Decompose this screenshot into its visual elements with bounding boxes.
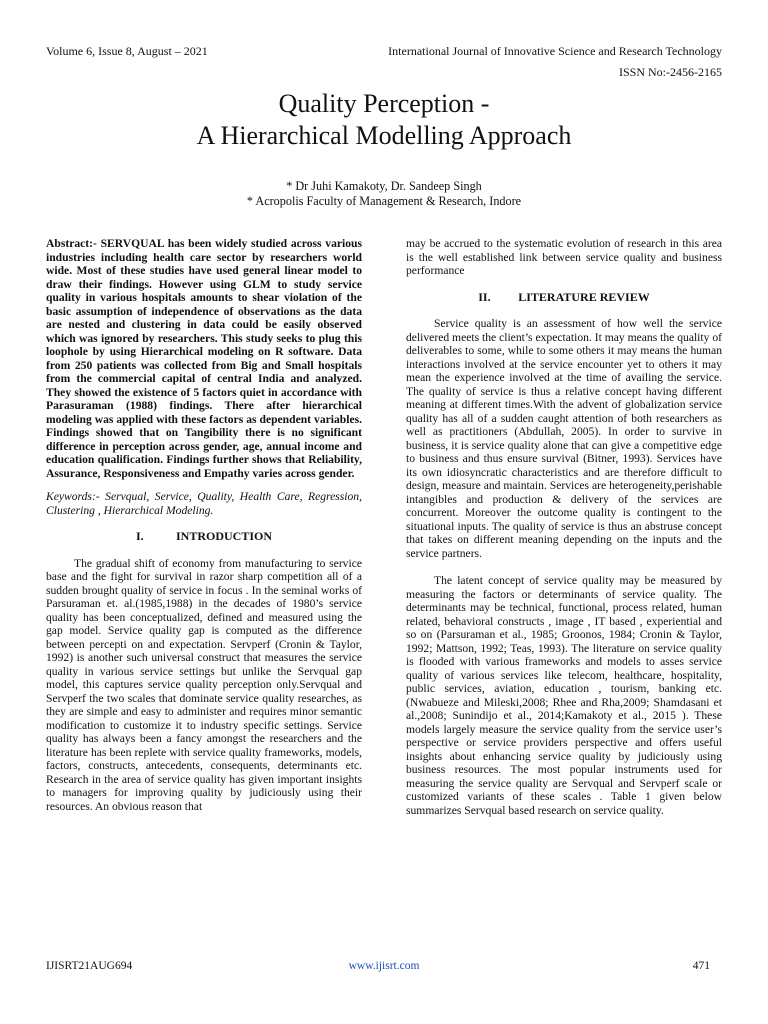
footer-code: IJISRT21AUG694 bbox=[46, 960, 133, 972]
intro-paragraph: The gradual shift of economy from manufacturing to service base and the fight for survival in razor sharp competition all of a sudden brought quality of service in focus . In the seminal works of Parsuraman et. al.(1985,1988) in the decades of 1980’s service quality has been conceptualized, defined and measured using the gap model. Service quality gap is computed as the difference between percepti on and expectation. Servperf (Cronin & Taylor, 1992) is another such universal construct that measures the service quality in various service settings but unlike the Servqual gap model, this captures service quality perception only.Servqual and Servperf the two scales that dominate service quality researches, as they are simple and easy to administer and requires minor semantic modification to customize it to industry specific settings. Service quality has always been a fancy amongst the researchers and the literature has been replete with service quality frameworks, models, factors, constructs, antecedents, consequents, determinants etc. Research in the area of service quality has given important insights to managers for improving quality by judiciously using their resources. An obvious reason that bbox=[46, 556, 362, 813]
title-line-1: Quality Perception - bbox=[278, 89, 490, 118]
title-line-2: A Hierarchical Modelling Approach bbox=[196, 121, 572, 150]
section-number: I. bbox=[135, 529, 144, 543]
left-column bbox=[46, 237, 362, 813]
paper-title bbox=[0, 88, 768, 152]
abstract: Abstract:- SERVQUAL has been widely studied across various industries including health care sector by researchers world wide. Most of these studies have used general linear model to draw their findings. However using GLM to study service quality in various hospitals amounts to shear violation of the basic assumption of independence of observations as the data are nested and clustering in data could be easily observed which was ignored by researchers. This study seeks to plug this loophole by using Hierarchical modeling on R software. Data from 250 patients was collected from Big and Small hospitals from the commercial capital of central India and analyzed. They showed the existence of 5 factors quiet in accordance with Parasuraman (1988) findings. There after hierarchical modeling was applied with these factors as dependent variables. Findings showed that on Tangibility there is no significant difference in perception across gender, age, annual income and education qualification. Findings further shows that Reliability, Assurance, Responsiveness and Empathy varies across gender. bbox=[46, 237, 362, 480]
section-number: II. bbox=[478, 289, 491, 304]
page-number: 471 bbox=[692, 960, 710, 972]
intro-continuation: may be accrued to the systematic evolution of research in this area is the well established link between service quality and business performance bbox=[406, 237, 722, 277]
author-names: * Dr Juhi Kamakoty, Dr. Sandeep Singh bbox=[286, 179, 482, 193]
footer-url-link[interactable]: www.ijisrt.com bbox=[348, 960, 420, 972]
header-volume: Volume 6, Issue 8, August – 2021 bbox=[46, 44, 208, 58]
section-title: INTRODUCTION bbox=[175, 529, 272, 543]
author-block bbox=[0, 179, 768, 209]
literature-paragraph-1: Service quality is an assessment of how well the service delivered meets the client’s expectation. It may means the quality of deliverables to some, while to some others it may means the human interactions involved at the service encounter yet to others it may mean the experience involved at the time of availing the service. The quality of service is thus a relative concept having different meaning at different times.With the advent of globalization service quality has all of a sudden caught attention of both researchers as well as practitioners (Abdullah, 2005). In order to survive in business, it is service quality alone that can give a competitive edge to business and thus ensure survival (Bitner, 1993). Services have its own idiosyncratic characteristics and are therefore difficult to design, measure and maintain. Services are heterogeneity,perishable intangibles and production & delivery of the services are concurrent. Moreover the outcome quality is contingent to the situational inputs. The quality of service is thus an abstruse concept that takes on different meaning depending on the inputs and the service partners. bbox=[406, 317, 722, 560]
right-column bbox=[406, 237, 722, 817]
author-affiliation: * Acropolis Faculty of Management & Research, Indore bbox=[246, 194, 522, 208]
section-heading-introduction bbox=[46, 530, 362, 544]
header-issn: ISSN No:-2456-2165 bbox=[618, 65, 722, 79]
section-heading-literature-review bbox=[406, 291, 722, 305]
keywords: Keywords:- Servqual, Service, Quality, Health Care, Regression, Clustering , Hierarchical Modeling. bbox=[46, 490, 362, 517]
header-journal: International Journal of Innovative Science and Research Technology bbox=[388, 44, 722, 58]
section-title: LITERATURE REVIEW bbox=[518, 289, 650, 304]
literature-paragraph-2: The latent concept of service quality may be measured by measuring the factors or determinants of service quality. The determinants may be technical, functional, process related, human related, behavioral constructs , image , IT based , experiential and so on (Parsuraman et al., 1985; Groonos, 1984; Cronin & Taylor, 1992; Mattson, 1992; Teas, 1993). The literature on service quality is flooded with various frameworks and models to asses service quality of various services like telecom, healthcare, hospitality, public services, aviation, education , tourism, banking etc.(Nwabueze and Mileski,2008; Rhee and Rha,2009; Shamdasani et al.,2008; Sunindijo et al., 2014;Kamakoty et al., 2015 ). These models largely measure the service quality from the service user’s perspective or service providers perspective and offers useful insights about enhancing service quality by judiciously using business resources. The most popular instruments used for measuring the service quality are Servqual and Servperf scale or customized variants of these scales . Table 1 given below summarizes Servqual based research on service quality. bbox=[406, 574, 722, 817]
